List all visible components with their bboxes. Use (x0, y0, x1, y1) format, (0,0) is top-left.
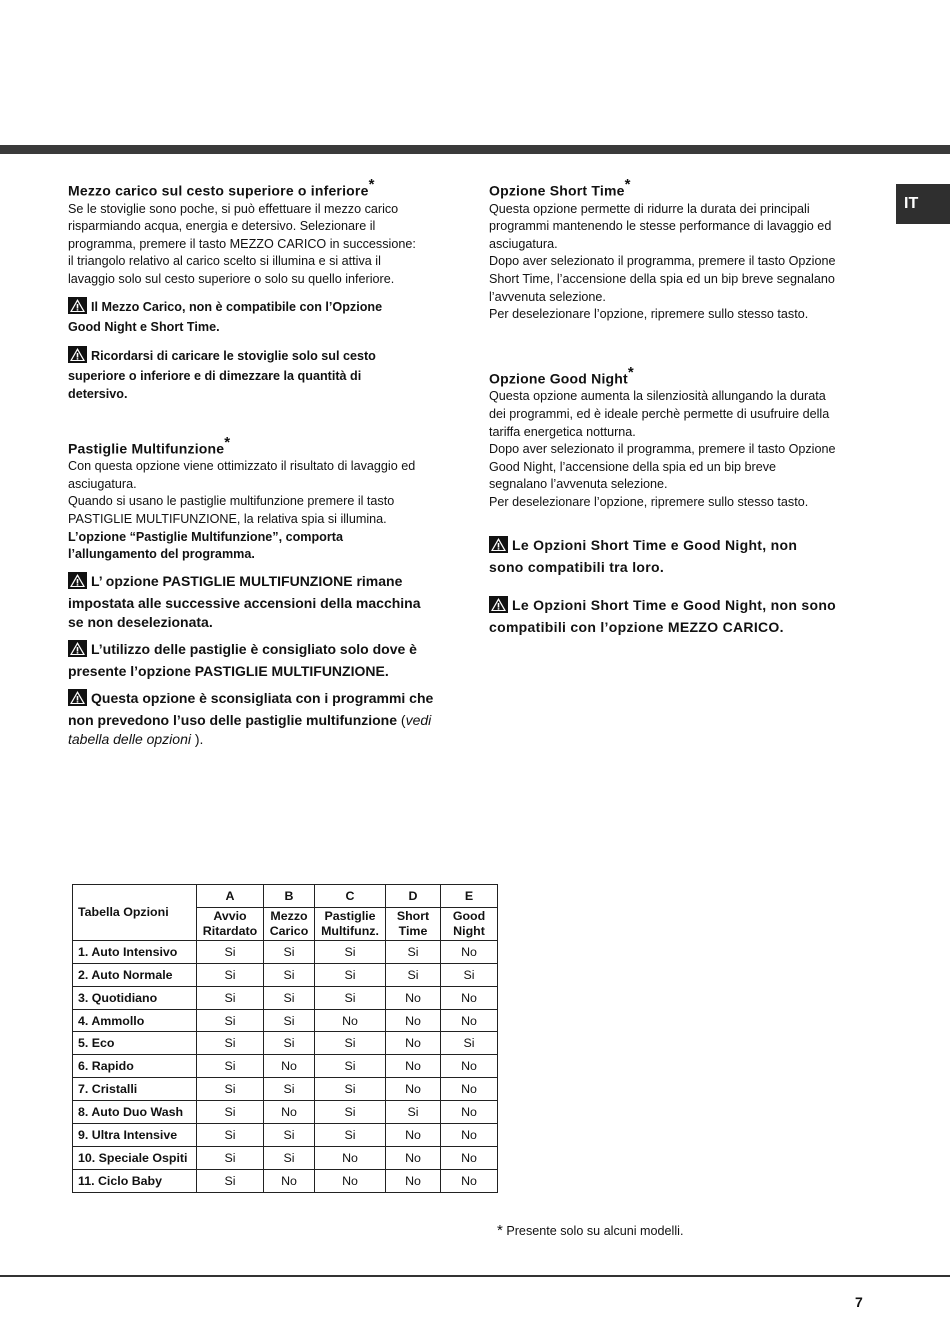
option-value-cell: Si (315, 986, 386, 1009)
option-value-cell: Si (315, 1124, 386, 1147)
program-name-cell: 11. Ciclo Baby (73, 1169, 197, 1192)
program-name-cell: 5. Eco (73, 1032, 197, 1055)
option-value-cell: Si (197, 1101, 264, 1124)
section-body: Se le stoviglie sono poche, si può effettuare il mezzo carico risparmiando acqua, energia e detersivo. Selezionare il programma, premere il tasto MEZZO CARICO in successione: il triangolo relativo al carico scelto si illumina e si attiva il lavaggio solo sul cesto superiore o solo su quello inferiore. (68, 201, 416, 287)
option-value-cell: Si (197, 1055, 264, 1078)
option-value-cell: Si (441, 963, 498, 986)
option-value-cell: Si (315, 1055, 386, 1078)
program-name-cell: 7. Cristalli (73, 1078, 197, 1101)
option-value-cell: No (386, 1009, 441, 1032)
section-mezzo-carico (68, 176, 448, 404)
table-row (73, 1146, 498, 1169)
language-tab: IT (896, 184, 950, 224)
program-name-cell: 3. Quotidiano (73, 986, 197, 1009)
option-value-cell: Si (315, 1101, 386, 1124)
program-name-cell: 4. Ammollo (73, 1009, 197, 1032)
program-name-cell: 9. Ultra Intensive (73, 1124, 197, 1147)
option-value-cell: No (441, 1101, 498, 1124)
option-value-cell: Si (315, 1032, 386, 1055)
option-value-cell: Si (264, 940, 315, 963)
warning-icon (68, 346, 87, 369)
option-value-cell: No (386, 1124, 441, 1147)
option-value-cell: No (441, 1055, 498, 1078)
option-value-cell: Si (386, 940, 441, 963)
program-name-cell: 8. Auto Duo Wash (73, 1101, 197, 1124)
warning-note: L’ opzione PASTIGLIE MULTIFUNZIONE rimane impostata alle successive accensioni della macchina se non deselezionata. (68, 572, 421, 630)
option-value-cell: No (441, 1124, 498, 1147)
column-letter: C (315, 885, 386, 908)
option-value-cell: No (264, 1101, 315, 1124)
warning-note: Questa opzione è sconsigliata con i programmi che non prevedono l’uso delle pastiglie multifunzione (vedi tabella delle opzioni ). (68, 689, 434, 747)
option-value-cell: Si (264, 1124, 315, 1147)
option-value-cell: No (386, 1146, 441, 1169)
column-letter: E (441, 885, 498, 908)
option-value-cell: Si (197, 1146, 264, 1169)
section-title: Pastiglie Multifunzione* (68, 433, 231, 457)
option-value-cell: No (386, 1078, 441, 1101)
table-row (73, 1169, 498, 1192)
program-name-cell: 10. Speciale Ospiti (73, 1146, 197, 1169)
option-value-cell: No (386, 1169, 441, 1192)
option-value-cell: Si (315, 940, 386, 963)
table-row (73, 1032, 498, 1055)
option-value-cell: No (264, 1169, 315, 1192)
option-value-cell: Si (264, 1078, 315, 1101)
option-value-cell: Si (315, 1078, 386, 1101)
column-header: Mezzo Carico (264, 907, 315, 940)
option-value-cell: Si (197, 986, 264, 1009)
option-value-cell: Si (315, 963, 386, 986)
program-name-cell: 1. Auto Intensivo (73, 940, 197, 963)
header-rule (0, 145, 950, 154)
column-letter: B (264, 885, 315, 908)
table-header-row (73, 885, 498, 908)
section-body: Questa opzione permette di ridurre la durata dei principali programmi mantenendo le stesse performance di lavaggio ed asciugatura. Dopo aver selezionato il programma, premere il tasto Opzione Short Time, l’accensione della spia ed un bip breve segnalano l’avvenuta selezione. Per deselezionare l’opzione, ripremere sullo stesso tasto. (489, 201, 836, 322)
table-row (73, 963, 498, 986)
option-value-cell: Si (441, 1032, 498, 1055)
left-column (68, 176, 448, 749)
warning-note: Il Mezzo Carico, non è compatibile con l’Opzione Good Night e Short Time. (68, 297, 448, 337)
option-value-cell: No (264, 1055, 315, 1078)
option-value-cell: No (315, 1009, 386, 1032)
column-header: Pastiglie Multifunz. (315, 907, 386, 940)
option-value-cell: Si (197, 1124, 264, 1147)
option-value-cell: No (386, 1055, 441, 1078)
section-body: Questa opzione aumenta la silenziosità allungando la durata dei programmi, ed è ideale perchè permette di usufruire della tariffa energetica notturna. Dopo aver selezionato il programma, premere il tasto Opzione Good Night, l’accensione della spia ed un bip breve segnalano l’avvenuta selezione. Per deselezionare l’opzione, ripremere sullo stesso tasto. (489, 389, 836, 510)
warning-icon (68, 640, 87, 662)
option-value-cell: Si (197, 1009, 264, 1032)
option-value-cell: Si (264, 986, 315, 1009)
page-number: 7 (855, 1294, 863, 1310)
column-letter: A (197, 885, 264, 908)
table-title: Tabella Opzioni (73, 885, 197, 941)
section-title: Opzione Good Night* (489, 363, 634, 387)
option-value-cell: No (441, 986, 498, 1009)
table-row (73, 1078, 498, 1101)
option-value-cell: No (441, 1169, 498, 1192)
section-bold-note: L’opzione “Pastiglie Multifunzione”, comporta l’allungamento del programma. (68, 529, 343, 562)
warning-note: L’utilizzo delle pastiglie è consigliato solo dove è presente l’opzione PASTIGLIE MULTIFUNZIONE. (68, 640, 417, 679)
table-row (73, 940, 498, 963)
warning-icon (489, 596, 508, 618)
program-name-cell: 2. Auto Normale (73, 963, 197, 986)
option-value-cell: No (386, 986, 441, 1009)
footnote: * Presente solo su alcuni modelli. (497, 1222, 684, 1239)
section-good-night (489, 364, 869, 512)
column-letter: D (386, 885, 441, 908)
section-pastiglie (68, 434, 448, 749)
section-body: Con questa opzione viene ottimizzato il risultato di lavaggio ed asciugatura. Quando si usano le pastiglie multifunzione premere il tasto PASTIGLIE MULTIFUNZIONE, la relativa spia si illumina. (68, 459, 416, 527)
warning-icon (68, 297, 87, 320)
right-column (489, 176, 869, 637)
section-title: Mezzo carico sul cesto superiore o inferiore* (68, 176, 375, 199)
option-value-cell: No (441, 1078, 498, 1101)
table-row (73, 1009, 498, 1032)
section-title: Opzione Short Time* (489, 176, 631, 199)
option-value-cell: Si (197, 963, 264, 986)
option-value-cell: Si (197, 1032, 264, 1055)
warning-note: Le Opzioni Short Time e Good Night, non sono compatibili tra loro. (489, 536, 798, 575)
column-header: Short Time (386, 907, 441, 940)
option-value-cell: Si (264, 1009, 315, 1032)
options-table (72, 884, 498, 1193)
option-value-cell: No (386, 1032, 441, 1055)
option-value-cell: Si (197, 940, 264, 963)
option-value-cell: Si (264, 1032, 315, 1055)
option-value-cell: No (441, 1146, 498, 1169)
table-row (73, 1124, 498, 1147)
program-name-cell: 6. Rapido (73, 1055, 197, 1078)
option-value-cell: Si (197, 1078, 264, 1101)
table-row (73, 1055, 498, 1078)
option-value-cell: Si (386, 1101, 441, 1124)
option-value-cell: No (315, 1146, 386, 1169)
option-value-cell: No (441, 1009, 498, 1032)
footer-rule (0, 1275, 950, 1277)
warning-note: Le Opzioni Short Time e Good Night, non sono compatibili con l’opzione MEZZO CARICO. (489, 596, 837, 635)
warning-icon (489, 536, 508, 558)
option-value-cell: Si (264, 963, 315, 986)
column-header: Good Night (441, 907, 498, 940)
column-header: Avvio Ritardato (197, 907, 264, 940)
table-row (73, 986, 498, 1009)
warning-icon (68, 689, 87, 711)
table-row (73, 1101, 498, 1124)
section-short-time (489, 176, 869, 324)
option-value-cell: No (315, 1169, 386, 1192)
option-value-cell: No (441, 940, 498, 963)
option-value-cell: Si (197, 1169, 264, 1192)
option-value-cell: Si (386, 963, 441, 986)
option-value-cell: Si (264, 1146, 315, 1169)
warning-icon (68, 572, 87, 594)
warning-note: Ricordarsi di caricare le stoviglie solo sul cesto superiore o inferiore e di dimezzare la quantità di detersivo. (68, 346, 448, 404)
